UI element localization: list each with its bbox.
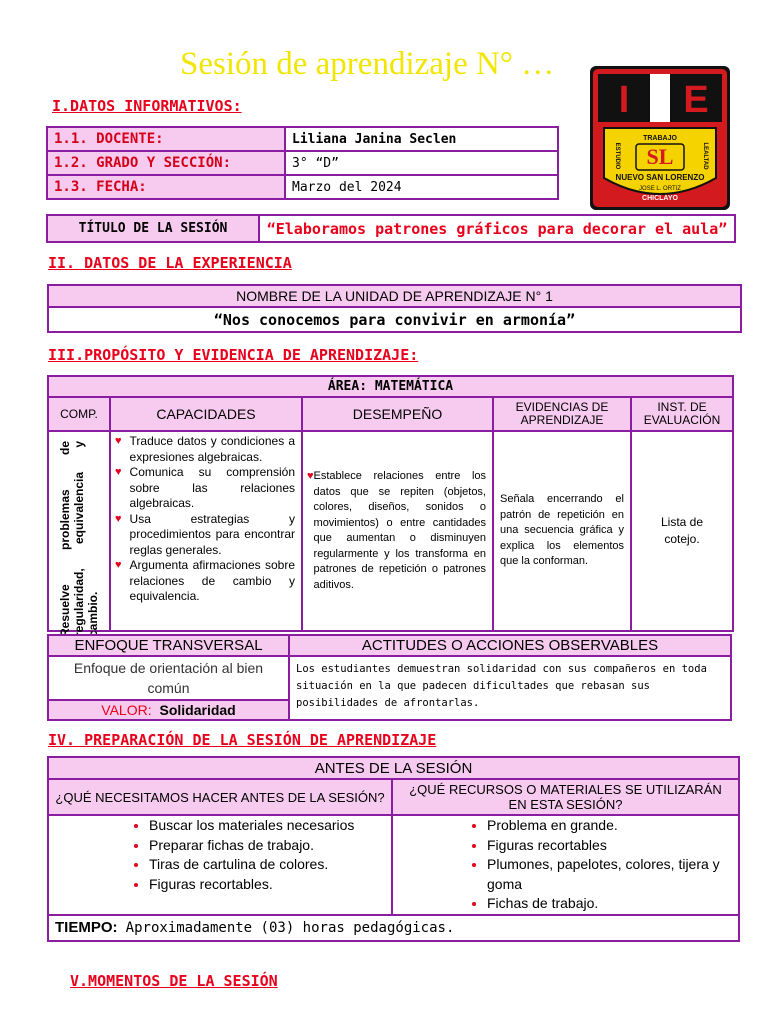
session-title-value: “Elaboramos patrones gráficos para decorar el aula” — [259, 215, 735, 242]
col2-header: ¿QUÉ RECURSOS O MATERIALES SE UTILIZARÁN EN ESTA SESIÓN? — [392, 779, 739, 815]
session-title-table — [46, 214, 736, 243]
list-item: • Fichas de trabajo. — [487, 894, 732, 914]
date-label: 1.3. FECHA: — [47, 175, 285, 199]
teacher-label: 1.1. DOCENTE: — [47, 127, 285, 151]
value-cell — [48, 700, 289, 720]
list-item: • Tiras de cartulina de colores. — [149, 855, 385, 875]
teacher-data-table — [46, 126, 559, 200]
performance-item — [307, 469, 486, 593]
performance-cell — [302, 431, 493, 631]
purpose-table — [47, 375, 734, 637]
heart-bullet-icon: ♥ — [307, 470, 314, 482]
list-item: • Buscar los materiales necesarios — [149, 816, 385, 836]
unit-label: NOMBRE DE LA UNIDAD DE APRENDIZAJE N° 1 — [48, 285, 741, 307]
competence-cell — [48, 431, 110, 637]
preparation-table — [47, 756, 740, 942]
header-comp: COMP. — [48, 397, 110, 431]
header-evidence: EVIDENCIAS DE APRENDIZAJE — [493, 397, 631, 431]
approach-table — [47, 634, 732, 721]
table-row — [47, 151, 558, 175]
attitudes-header: ACTITUDES O ACCIONES OBSERVABLES — [289, 635, 731, 656]
session-title-label: TÍTULO DE LA SESIÓN — [47, 215, 259, 242]
logo-word-right: LEALTAD — [702, 142, 708, 170]
heart-bullet-icon: ♥ — [115, 466, 122, 478]
logo-city: CHICLAYO — [642, 195, 678, 202]
value-text: Solidaridad — [159, 702, 236, 718]
header-performance: DESEMPEÑO — [302, 397, 493, 431]
date-value: Marzo del 2024 — [285, 175, 558, 199]
list-item: ♥ Traduce datos y condiciones a expresiones algebraicas. — [115, 434, 295, 464]
approach-value: Enfoque de orientación al bien común — [48, 656, 289, 700]
logo-letter-e: E — [683, 79, 709, 121]
list-item: • Problema en grande. — [487, 816, 732, 836]
col1-list-cell — [48, 815, 392, 915]
time-value: Aproximadamente (03) horas pedagógicas. — [125, 920, 455, 936]
performance-text: Establece relaciones entre los datos que se repiten (objetos, colores, diseños, sonidos o movimientos) o entre cantidades que aumentan o disminuyen regularmente y los transforma en patrones de repetición o patrones aditivos. — [313, 470, 486, 591]
time-label: TIEMPO: — [55, 919, 118, 936]
competence-text: Resuelve problemas de regularidad, equivalencia y cambio. — [58, 441, 100, 637]
logo-word-left: ESTUDIO — [614, 142, 620, 170]
list-item: • Figuras recortables. — [149, 875, 385, 895]
teacher-value: Liliana Janina Seclen — [285, 127, 558, 151]
area-header: ÁREA: MATEMÁTICA — [48, 376, 733, 397]
logo-school-name: NUEVO SAN LORENZO — [615, 173, 705, 182]
grade-value: 3° “D” — [285, 151, 558, 175]
attitudes-value: Los estudiantes demuestran solidaridad con sus compañeros en toda situación en la que padecen dificultades que rebasan sus posibilidades de afrontarlas. — [289, 656, 731, 720]
logo-word-top: TRABAJO — [643, 135, 677, 142]
school-logo — [586, 60, 734, 216]
unit-value: “Nos conocemos para convivir en armonía” — [48, 307, 741, 332]
logo-monogram: SL — [646, 144, 674, 169]
header-capacities: CAPACIDADES — [110, 397, 302, 431]
evidence-cell: Señala encerrando el patrón de repetición en una secuencia gráfica y explica los elementos que la conforman. — [493, 431, 631, 631]
section-3-heading: III.PROPÓSITO Y EVIDENCIA DE APRENDIZAJE: — [48, 346, 419, 364]
page-title: Sesión de aprendizaje N° … — [180, 46, 555, 82]
section-5-heading: V.MOMENTOS DE LA SESIÓN — [70, 972, 278, 990]
value-label: VALOR: — [101, 702, 152, 718]
col2-list-cell — [392, 815, 739, 915]
list-item: ♥ Usa estrategias y procedimientos para encontrar reglas generales. — [115, 511, 295, 557]
list-item: • Preparar fichas de trabajo. — [149, 836, 385, 856]
heart-bullet-icon: ♥ — [115, 559, 122, 571]
list-item: ♥ Argumenta afirmaciones sobre relaciones de cambio y equivalencia. — [115, 558, 295, 603]
logo-person: JOSE L. ORTIZ — [639, 186, 681, 192]
list-item: ♥ Comunica su comprensión sobre las relaciones algebraicas. — [115, 465, 295, 510]
header-instrument: INST. DE EVALUACIÓN — [631, 397, 733, 431]
heart-bullet-icon: ♥ — [115, 512, 122, 525]
grade-label: 1.2. GRADO Y SECCIÓN: — [47, 151, 285, 175]
col1-list — [55, 816, 385, 894]
list-item: • Plumones, papelotes, colores, tijera y goma — [487, 855, 732, 894]
col1-header: ¿QUÉ NECESITAMOS HACER ANTES DE LA SESIÓN? — [48, 779, 392, 815]
section-1-heading: I.DATOS INFORMATIVOS: — [52, 97, 242, 115]
section-4-heading: IV. PREPARACIÓN DE LA SESIÓN DE APRENDIZAJE — [48, 731, 437, 749]
section-2-heading: II. DATOS DE LA EXPERIENCIA — [48, 254, 292, 272]
instrument-cell: Lista de cotejo. — [631, 431, 733, 631]
table-row — [47, 175, 558, 199]
logo-letter-i: I — [618, 79, 630, 121]
col2-list — [399, 816, 732, 914]
heart-bullet-icon: ♥ — [115, 435, 122, 447]
unit-table — [47, 284, 742, 333]
before-session-header: ANTES DE LA SESIÓN — [48, 757, 739, 779]
list-item: • Figuras recortables — [487, 836, 732, 856]
approach-header: ENFOQUE TRANSVERSAL — [48, 635, 289, 656]
table-row — [47, 127, 558, 151]
capacities-cell — [110, 431, 302, 631]
time-cell — [48, 915, 739, 941]
